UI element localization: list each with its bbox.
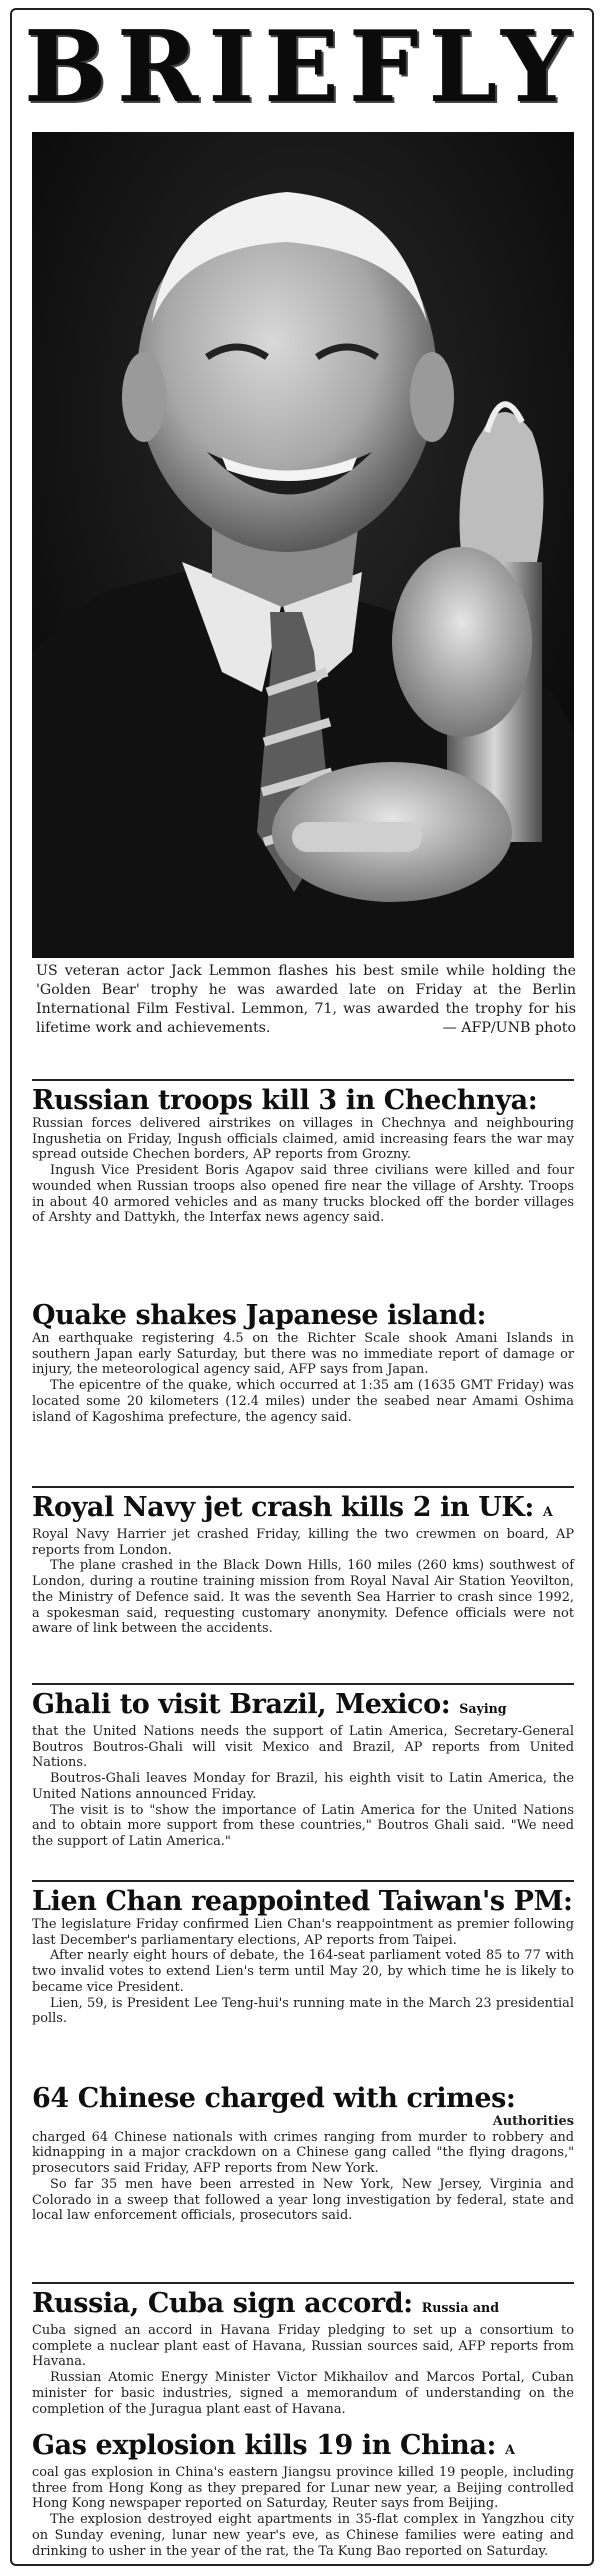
- story-gas-explosion: [32, 2430, 574, 2559]
- divider-rule: [32, 1880, 574, 1882]
- story-paragraph: After nearly eight hours of debate, the 164-seat parliament voted 85 to 77 with two invalid votes to extend Lien's term until May 20, by which time he is likely to became vice President.: [32, 1948, 574, 1995]
- story-headline: Ghali to visit Brazil, Mexico: Saying: [32, 1689, 507, 1720]
- divider-rule: [32, 1683, 574, 1685]
- story-paragraph: The epicentre of the quake, which occurred at 1:35 am (1635 GMT Friday) was located some 20 kilometers (12.4 miles) under the seabed near Amami Oshima island of Kagoshima prefecture, the agency said.: [32, 1378, 574, 1425]
- story-paragraph: The visit is to "show the importance of Latin America for the United Nations and to obtain more support from these countries," Boutros Ghali said. "We need the support of Latin America.": [32, 1802, 574, 1849]
- story-headline: Gas explosion kills 19 in China: A: [32, 2430, 515, 2461]
- story-body: [32, 1724, 574, 1850]
- story-body: [32, 1917, 574, 2027]
- divider-rule: [32, 2282, 574, 2284]
- news-photo: [32, 132, 574, 958]
- story-chinese-charged: [32, 2083, 574, 2224]
- story-lien-chan: [32, 1886, 574, 2027]
- story-headline: Quake shakes Japanese island:: [32, 1300, 487, 1331]
- caption-text: US veteran actor Jack Lemmon flashes his best smile while holding the 'Golden Bear' trophy he was awarded late on Friday at the Berlin International Film Festival. Lemmon, 71, was awarded the trophy for his lifetime work and achievements.: [36, 963, 576, 1036]
- divider-rule: [32, 1079, 574, 1081]
- story-paragraph: So far 35 men have been arrested in New York, New Jersey, Virginia and Colorado in a sweep that followed a year long investigation by federal, state and local law enforcement officials, prosecutors said.: [32, 2176, 574, 2224]
- story-paragraph: Ingush Vice President Boris Agapov said three civilians were killed and four wounded when Russian troops also opened fire near the village of Arshty. Troops in about 40 armored vehicles and as many trucks blocked off the border villages of Arshty and Dattykh, the Interfax news agency said.: [32, 1163, 574, 1226]
- story-body: [32, 1527, 574, 1637]
- photo-credit: — AFP/UNB photo: [442, 1020, 576, 1036]
- story-paragraph: Lien, 59, is President Lee Teng-hui's running mate in the March 23 presidential polls.: [32, 1995, 574, 2027]
- story-paragraph: that the United Nations needs the support of Latin America, Secretary-General Boutros Boutros-Ghali will visit Mexico and Brazil, AP reports from United Nations.: [32, 1724, 574, 1771]
- story-body: [32, 1116, 574, 1226]
- story-paragraph: The explosion destroyed eight apartments in 35-flat complex in Yangzhou city on Sunday evening, lunar new year's eve, as Chinese families were eating and drinking to usher in the year of the rat, the Ta Kung Bao reported on Saturday.: [32, 2512, 574, 2559]
- story-body: [32, 2114, 574, 2224]
- masthead: [24, 10, 581, 125]
- photo-image: [32, 132, 574, 958]
- story-ghali-brazil: [32, 1689, 574, 1850]
- story-russia-cuba: [32, 2288, 574, 2417]
- story-headline: Russia, Cuba sign accord: Russia and: [32, 2288, 500, 2319]
- story-paragraph: coal gas explosion in China's eastern Jiangsu province killed 19 people, including three from Hong Kong as they prepared for Lunar new year, a Beijing controlled Hong Kong newspaper reported on Saturday, Reuter says from Beijing.: [32, 2465, 574, 2512]
- story-paragraph: Russian forces delivered airstrikes on villages in Chechnya and neighbouring Ingushetia on Friday, Ingush officials claimed, amid increasing fears the war may spread outside Chechen borders, AP reports from Grozny.: [32, 1116, 574, 1163]
- story-paragraph: Russian Atomic Energy Minister Victor Mikhailov and Marcos Portal, Cuban minister for basic industries, signed a memorandum of understanding on the completion of the Juragua plant east of Havana.: [32, 2370, 574, 2417]
- story-paragraph: Cuba signed an accord in Havana Friday pledging to set up a consortium to complete a nuclear plant east of Havana, Russian sources said, AFP reports from Havana.: [32, 2323, 574, 2370]
- story-headline: Lien Chan reappointed Taiwan's PM:: [32, 1886, 573, 1917]
- story-body: [32, 2465, 574, 2559]
- story-body: [32, 2323, 574, 2417]
- story-quake-japan: [32, 1300, 574, 1425]
- story-headline: Royal Navy jet crash kills 2 in UK: A: [32, 1492, 553, 1523]
- story-body: [32, 1331, 574, 1425]
- story-paragraph: Boutros-Ghali leaves Monday for Brazil, his eighth visit to Latin America, the United Nations announced Friday.: [32, 1771, 574, 1802]
- story-royal-navy: [32, 1492, 574, 1637]
- story-paragraph: An earthquake registering 4.5 on the Richter Scale shook Amani Islands in southern Japan early Saturday, but there was no immediate report of damage or injury, the meteorological agency said, AFP says from Japan.: [32, 1331, 574, 1378]
- story-paragraph: The legislature Friday confirmed Lien Chan's reappointment as premier following last December's parliamentary elections, AP reports from Taipei.: [32, 1917, 574, 1948]
- divider-rule: [32, 1486, 574, 1488]
- story-headline: Russian troops kill 3 in Chechnya:: [32, 1085, 538, 1116]
- masthead-title: BRIEFLY: [24, 10, 581, 125]
- story-lead: Authorities: [492, 2114, 574, 2129]
- story-paragraph: charged 64 Chinese nationals with crimes ranging from murder to robbery and kidnapping in a major crackdown on a Chinese gang called "the flying dragons," prosecutors said Friday, AFP reports from New York.: [32, 2129, 574, 2177]
- photo-caption: [36, 962, 576, 1038]
- story-paragraph: Royal Navy Harrier jet crashed Friday, killing the two crewmen on board, AP reports from London.: [32, 1527, 574, 1558]
- story-russian-troops: [32, 1085, 574, 1226]
- story-headline: 64 Chinese charged with crimes:: [32, 2083, 516, 2114]
- story-paragraph: The plane crashed in the Black Down Hills, 160 miles (260 kms) southwest of London, during a routine training mission from Royal Naval Air Station Yeovilton, the Ministry of Defence said. It was the seventh Sea Harrier to crash since 1992, a spokesman said, requesting customary anonymity. Defence officials were not aware of link between the accidents.: [32, 1558, 574, 1637]
